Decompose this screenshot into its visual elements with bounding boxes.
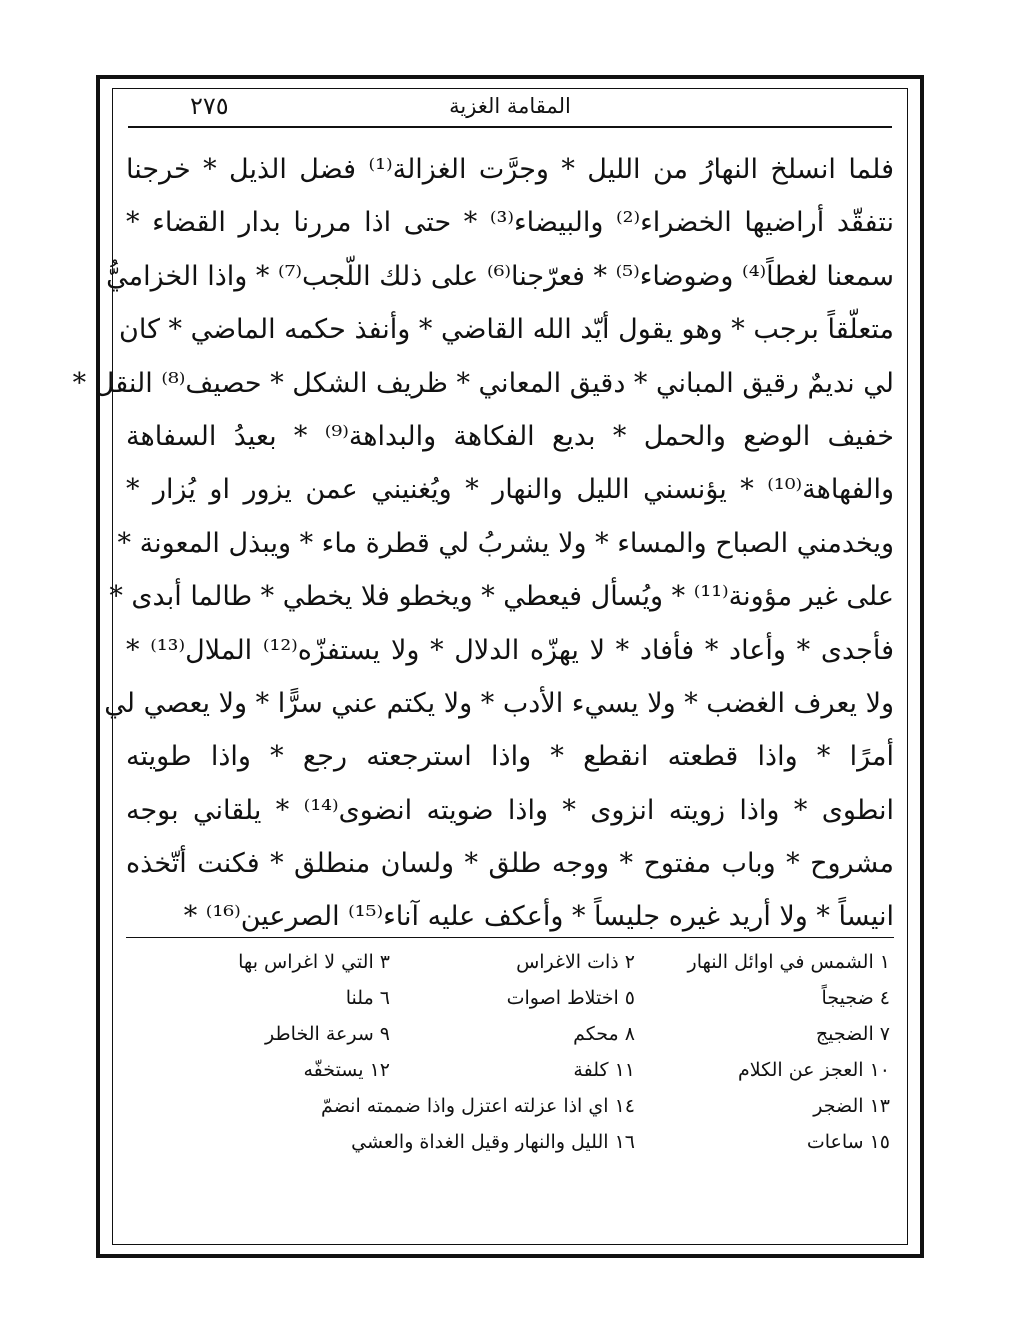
running-title: المقامة الغزية — [449, 94, 571, 118]
text-line: على غير مؤونة⁽¹¹⁾ * ويُسأل فيعطي * ويخطو فلا يخطي * طالما أبدى * — [109, 581, 894, 613]
text-line: فأجدى * وأعاد * فأفاد * لا يهزّه الدلال * ولا يستفزّه⁽¹²⁾ الملال⁽¹³⁾ * — [126, 634, 894, 666]
footnote: ١٦ الليل والنهار وقيل الغداة والعشي — [351, 1131, 635, 1153]
footnote: ١٢ يستخفّه — [303, 1059, 390, 1081]
page-header — [128, 92, 892, 128]
footnote-row — [150, 1059, 890, 1095]
footnote: ٨ محكم — [573, 1023, 635, 1045]
footnote-row — [150, 1023, 890, 1059]
page-number: ٢٧٥ — [190, 92, 229, 120]
footnote: ٧ الضجيج — [815, 1023, 890, 1045]
footnote: ١١ كلفة — [573, 1059, 635, 1081]
text-line: ولا يعرف الغضب * ولا يسيء الأدب * ولا يكتم عني سرًّا * ولا يعصي لي — [104, 687, 894, 719]
footnote: ١ الشمس في اوائل النهار — [687, 951, 890, 973]
footnote: ١٣ الضجر — [813, 1095, 890, 1117]
text-line: فلما انسلخ النهارُ من الليل * وجرَّت الغزالة⁽¹⁾ فضل الذيل * خرجنا — [126, 154, 895, 185]
text-line: والفهاهة⁽¹⁰⁾ * يؤنسني الليل والنهار * ويُغنيني عمن يزور او يُزار * — [126, 474, 894, 506]
footnote: ٩ سرعة الخاطر — [265, 1023, 390, 1045]
text-line: انيساً * ولا أريد غيره جليساً * وأعكف عليه آناء⁽¹⁵⁾ الصرعين⁽¹⁶⁾ * — [183, 901, 894, 933]
footnote: ٥ اختلاط اصوات — [506, 987, 635, 1009]
footnotes — [150, 951, 890, 1167]
text-line: أمرًا * واذا قطعته انقطع * واذا استرجعته رجع * واذا طويته — [126, 741, 894, 773]
text-line: مشروح * وباب مفتوح * ووجه طلق * ولسان منطلق * فكنت أتّخذه — [126, 848, 894, 880]
text-line: سمعنا لغطاً⁽⁴⁾ وضوضاء⁽⁵⁾ * فعرّجنا⁽⁶⁾ على ذلك اللّجب⁽⁷⁾ * واذا الخزاميُّ — [106, 260, 894, 292]
footnote: ١٥ ساعات — [806, 1131, 890, 1153]
footnote: ١٠ العجز عن الكلام — [738, 1059, 890, 1081]
text-line: لي نديمٌ رقيق المباني * دقيق المعاني * ظريف الشكل * حصيف⁽⁸⁾ النقل * — [72, 367, 894, 399]
footnote-row — [150, 1095, 890, 1131]
text-line: انطوى * واذا زويته انزوى * واذا ضويته انضوى⁽¹⁴⁾ * يلقاني بوجه — [126, 794, 894, 826]
footnote: ٤ ضجيجاً — [821, 987, 890, 1009]
text-line: نتفقّد أراضيها الخضراء⁽²⁾ والبيضاء⁽³⁾ * حتى اذا مررنا بدار القضاء * — [126, 207, 894, 239]
text-line: متعلّقاً برجب * وهو يقول أيّد الله القاضي * وأنفذ حكمه الماضي * كان — [119, 314, 894, 346]
body-text — [72, 143, 895, 944]
footnote-row — [150, 951, 890, 987]
footnote-divider — [126, 937, 894, 938]
footnote: ٣ التي لا اغراس بها — [238, 951, 390, 973]
footnote: ٢ ذات الاغراس — [516, 951, 635, 973]
footnote-row — [150, 1131, 890, 1167]
footnote: ١٤ اي اذا عزلته اعتزل واذا ضممته انضمّ — [321, 1095, 635, 1117]
text-line: خفيف الوضع والحمل * بديع الفكاهة والبداهة⁽⁹⁾ * بعيدُ السفاهة — [126, 420, 894, 452]
footnote-row — [150, 987, 890, 1023]
text-line: ويخدمني الصباح والمساء * ولا يشربُ لي قطرة ماء * ويبذل المعونة * — [117, 527, 894, 559]
footnote: ٦ ملنا — [345, 987, 390, 1009]
